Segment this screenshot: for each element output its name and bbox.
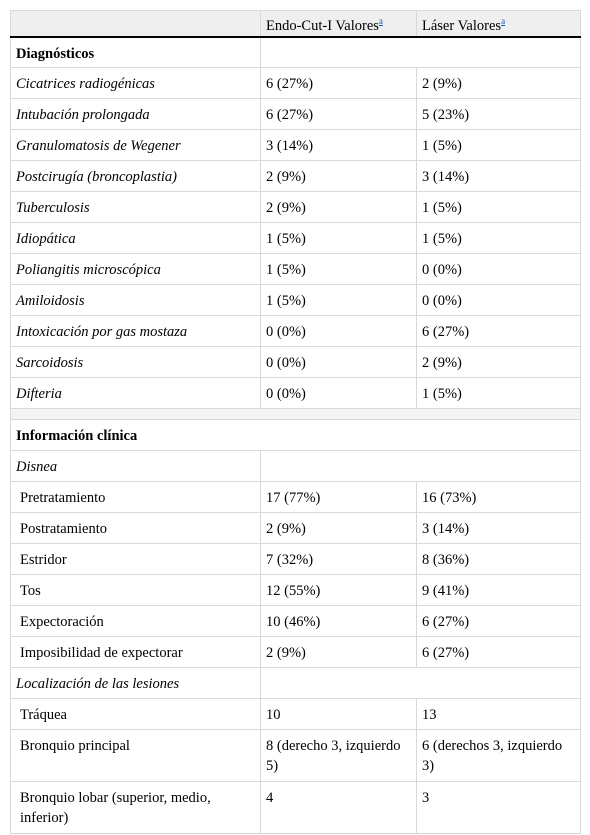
row-label: Intoxicación por gas mostaza [11, 316, 261, 347]
section-title: Diagnósticos [11, 37, 261, 68]
laser-value: 9 (41%) [417, 575, 581, 606]
row-label: Idiopática [11, 223, 261, 254]
endo-cut-value: 3 (14%) [261, 130, 417, 161]
endo-cut-value: 2 (9%) [261, 513, 417, 544]
header-endo-label: Endo-Cut-I Valores [266, 17, 379, 34]
laser-value: 3 (14%) [417, 161, 581, 192]
table-row [11, 378, 581, 409]
subsection-localizacion [11, 668, 581, 699]
table-row [11, 699, 581, 730]
section-header-diagnosticos [11, 37, 581, 68]
endo-cut-value: 0 (0%) [261, 316, 417, 347]
row-label: Tuberculosis [11, 192, 261, 223]
table-row [11, 606, 581, 637]
endo-cut-value: 1 (5%) [261, 254, 417, 285]
row-label: Intubación prolongada [11, 99, 261, 130]
laser-value: 6 (27%) [417, 606, 581, 637]
laser-value: 1 (5%) [417, 378, 581, 409]
clinical-table-container [10, 10, 580, 834]
header-empty-cell [11, 11, 261, 37]
endo-cut-value: 12 (55%) [261, 575, 417, 606]
table-row [11, 316, 581, 347]
row-label: Sarcoidosis [11, 347, 261, 378]
subsection-disnea [11, 451, 581, 482]
row-label: Pretratamiento [11, 482, 261, 513]
laser-value: 3 [417, 782, 581, 834]
table-row [11, 161, 581, 192]
section-empty-cell [261, 37, 581, 68]
section-header-clinica [11, 420, 581, 451]
endo-cut-value: 2 (9%) [261, 161, 417, 192]
laser-value: 1 (5%) [417, 130, 581, 161]
table-row [11, 544, 581, 575]
subsection-empty-cell [261, 451, 581, 482]
laser-value: 1 (5%) [417, 223, 581, 254]
laser-value: 3 (14%) [417, 513, 581, 544]
row-label: Imposibilidad de expectorar [11, 637, 261, 668]
endo-cut-value: 6 (27%) [261, 68, 417, 99]
row-label: Expectoración [11, 606, 261, 637]
laser-value: 1 (5%) [417, 192, 581, 223]
laser-value: 6 (27%) [417, 316, 581, 347]
row-label: Bronquio principal [11, 730, 261, 782]
row-label: Tos [11, 575, 261, 606]
table-row [11, 575, 581, 606]
table-row [11, 130, 581, 161]
endo-cut-value: 1 (5%) [261, 223, 417, 254]
laser-value: 16 (73%) [417, 482, 581, 513]
table-row [11, 730, 581, 782]
footnote-link[interactable]: a [378, 16, 383, 26]
table-row [11, 192, 581, 223]
endo-cut-value: 8 (derecho 3, izquierdo 5) [261, 730, 417, 782]
table-row [11, 223, 581, 254]
endo-cut-value: 10 (46%) [261, 606, 417, 637]
section-spacer [11, 409, 581, 420]
endo-cut-value: 1 (5%) [261, 285, 417, 316]
header-laser-label: Láser Valores [422, 17, 502, 34]
laser-value: 2 (9%) [417, 68, 581, 99]
row-label: Amiloidosis [11, 285, 261, 316]
table-header-row [11, 11, 581, 37]
row-label: Postcirugía (broncoplastia) [11, 161, 261, 192]
row-label: Estridor [11, 544, 261, 575]
row-label: Poliangitis microscópica [11, 254, 261, 285]
row-label: Postratamiento [11, 513, 261, 544]
endo-cut-value: 6 (27%) [261, 99, 417, 130]
endo-cut-value: 10 [261, 699, 417, 730]
endo-cut-value: 17 (77%) [261, 482, 417, 513]
footnote-link[interactable]: a [501, 16, 506, 26]
row-label: Cicatrices radiogénicas [11, 68, 261, 99]
table-row [11, 347, 581, 378]
endo-cut-value: 0 (0%) [261, 378, 417, 409]
laser-value: 8 (36%) [417, 544, 581, 575]
subsection-empty-cell [261, 668, 581, 699]
endo-cut-value: 4 [261, 782, 417, 834]
clinical-data-table [10, 10, 581, 834]
subsection-title: Localización de las lesiones [11, 668, 261, 699]
endo-cut-value: 2 (9%) [261, 192, 417, 223]
table-row [11, 782, 581, 834]
endo-cut-value: 2 (9%) [261, 637, 417, 668]
header-endo-cut [261, 11, 417, 37]
table-row [11, 68, 581, 99]
section-title: Información clínica [11, 420, 581, 451]
laser-value: 6 (27%) [417, 637, 581, 668]
laser-value: 0 (0%) [417, 285, 581, 316]
spacer-cell [11, 409, 581, 420]
table-row [11, 513, 581, 544]
table-row [11, 99, 581, 130]
endo-cut-value: 0 (0%) [261, 347, 417, 378]
laser-value: 13 [417, 699, 581, 730]
laser-value: 0 (0%) [417, 254, 581, 285]
header-laser [417, 11, 581, 37]
row-label: Difteria [11, 378, 261, 409]
table-row [11, 285, 581, 316]
row-label: Bronquio lobar (superior, medio, inferior) [11, 782, 261, 834]
table-row [11, 482, 581, 513]
table-row [11, 254, 581, 285]
table-row [11, 637, 581, 668]
subsection-title: Disnea [11, 451, 261, 482]
laser-value: 6 (derechos 3, izquierdo 3) [417, 730, 581, 782]
row-label: Tráquea [11, 699, 261, 730]
laser-value: 5 (23%) [417, 99, 581, 130]
row-label: Granulomatosis de Wegener [11, 130, 261, 161]
endo-cut-value: 7 (32%) [261, 544, 417, 575]
laser-value: 2 (9%) [417, 347, 581, 378]
